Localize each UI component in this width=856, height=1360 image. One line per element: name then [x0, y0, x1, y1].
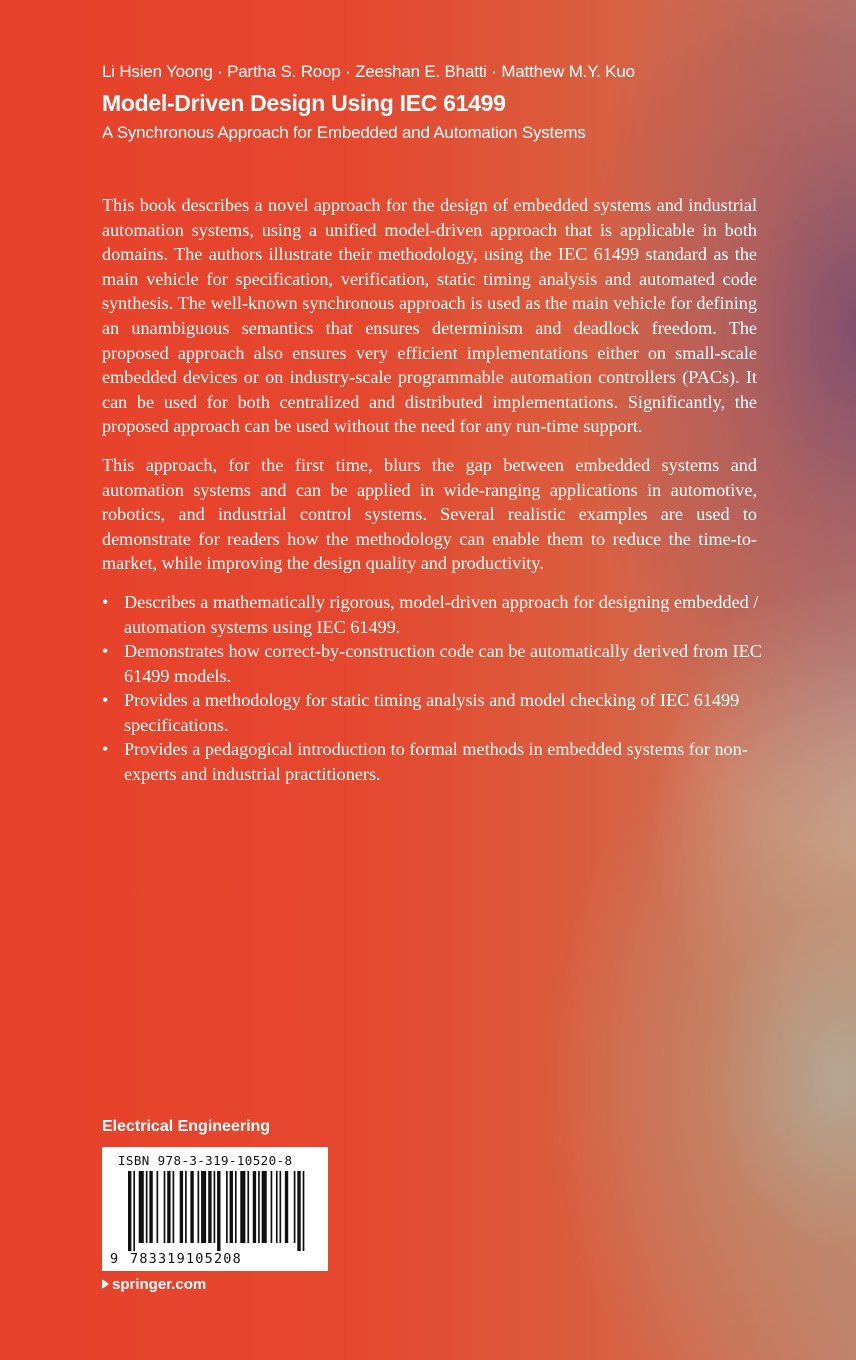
feature-item-text: Describes a mathematically rigorous, model-driven approach for designing embedded / automation systems using IEC 61499. [124, 591, 759, 637]
book-subtitle: A Synchronous Approach for Embedded and Automation Systems [102, 123, 586, 142]
barcode-icon [128, 1171, 308, 1251]
barcode-bar [149, 1171, 152, 1243]
barcode-bar [146, 1171, 148, 1243]
barcode-bar [214, 1171, 216, 1243]
barcode-bar [262, 1171, 267, 1243]
barcode-bar [217, 1171, 220, 1251]
bullet-icon: • [102, 739, 109, 760]
barcode-bar [208, 1171, 211, 1243]
barcode-bar [139, 1171, 144, 1243]
blurb-paragraph-2: This approach, for the first time, blurs the gap between embedded systems and automation systems and can be applied in wide-ranging applications in automotive, robotics, and industrial control systems. Several realistic examples are used to demonstrate for readers how the methodology can enable them to reduce the time-to-market, while improving the design quality and productivity. [102, 454, 757, 574]
barcode-bar [258, 1171, 260, 1243]
barcode-bar [173, 1171, 175, 1243]
barcode-bar [279, 1171, 281, 1243]
barcode-bar [201, 1171, 206, 1243]
barcode-bar [198, 1171, 200, 1243]
isbn-label: ISBN 978-3-319-10520-8 [118, 1153, 293, 1168]
ean-first-digit: 9 [110, 1251, 120, 1267]
feature-item [102, 688, 764, 737]
feature-item-text: Provides a methodology for static timing analysis and model checking of IEC 61499 specifications. [124, 690, 740, 735]
barcode-bar [303, 1171, 305, 1251]
bullet-icon: • [102, 641, 109, 662]
barcode-bar [157, 1171, 159, 1243]
barcode-bar [128, 1171, 131, 1251]
blurb [102, 193, 762, 787]
feature-item-text: Provides a pedagogical introduction to formal methods in embedded systems for non-experts and industrial practitioners. [124, 739, 748, 785]
barcode-bar [180, 1171, 183, 1243]
barcode-bar [230, 1171, 233, 1243]
arrow-right-icon [102, 1279, 109, 1289]
barcode-bar [247, 1171, 249, 1243]
barcode-bar [167, 1171, 170, 1243]
barcode-bar [253, 1171, 256, 1243]
feature-item [102, 639, 764, 688]
publisher-link[interactable] [102, 1276, 206, 1293]
bullet-icon: • [102, 591, 109, 612]
blurb-paragraph-1: This book describes a novel approach for the design of embedded systems and industrial automation systems, using a unified model-driven approach that is applicable in both domains. The authors illustrate their methodology, using the IEC 61499 standard as the main vehicle for specification, verification, static timing analysis and automated code synthesis. The well-known synchronous approach is used as the main vehicle for defining an unambiguous semantics that ensures determinism and deadlock freedom. The proposed approach also ensures very efficient implementations either on small-scale embedded devices or on industry-scale programmable automation controllers (PACs). It can be used for both centralized and distributed implementations. Significantly, the proposed approach can be used without the need for any run-time support. [102, 195, 757, 437]
barcode-bar [271, 1171, 273, 1243]
isbn-barcode [102, 1147, 328, 1271]
barcode-bar [285, 1171, 288, 1243]
barcode-bar [297, 1171, 300, 1251]
subject-category: Electrical Engineering [102, 1118, 271, 1135]
feature-item [102, 590, 764, 639]
feature-list [102, 590, 762, 787]
barcode-bar [190, 1171, 193, 1243]
barcode-bar [164, 1171, 166, 1243]
ean-digits: 783319105208 [130, 1251, 242, 1267]
barcode-bar [133, 1171, 135, 1251]
barcode-bar [226, 1171, 228, 1243]
bullet-icon: • [102, 690, 109, 711]
publisher-url: springer.com [112, 1276, 207, 1293]
barcode-bar [294, 1171, 296, 1243]
author-list: Li Hsien Yoong · Partha S. Roop · Zeeshan E. Bhatti · Matthew M.Y. Kuo [102, 62, 635, 81]
feature-item [102, 737, 764, 786]
barcode-bar [235, 1171, 237, 1243]
feature-item-text: Demonstrates how correct-by-construction code can be automatically derived from IEC 61499 models. [124, 641, 762, 686]
book-title: Model-Driven Design Using IEC 61499 [102, 90, 506, 116]
barcode-bar [185, 1171, 187, 1243]
barcode-bar [240, 1171, 245, 1243]
barcode-bar [276, 1171, 278, 1243]
